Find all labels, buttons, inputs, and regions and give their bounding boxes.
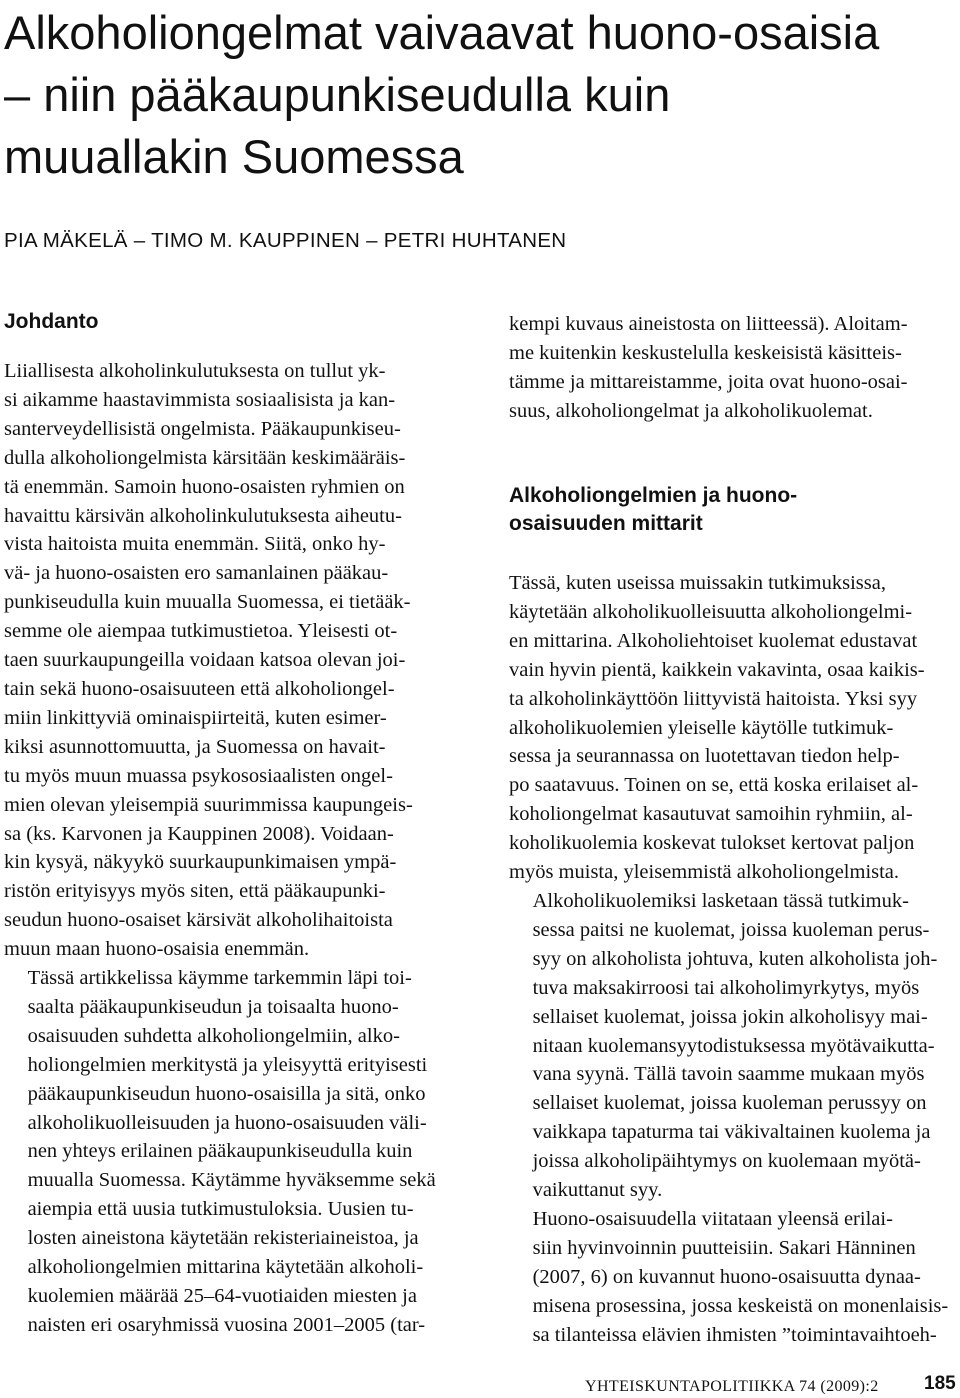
text-line: myös muista, yleisemmistä alkoholiongelmista.: [509, 861, 900, 884]
text-line: si aikamme haastavimmista sosiaalisista ja kan-: [4, 388, 396, 411]
title-line: muuallakin Suomessa: [4, 130, 464, 183]
text-line: tuva maksakirroosi tai alkoholimyrkytys, myös: [532, 976, 920, 999]
text-line: punkiseudulla kuin muualla Suomessa, ei tietääk-: [4, 591, 411, 614]
text-line: miin linkittyviä ominaispiirteitä, kuten esimer-: [4, 706, 387, 729]
text-line: pääkaupunkiseudun huono-osaisilla ja sitä, onko: [27, 1082, 426, 1105]
text-line: kin kysyä, näkyykö suurkaupunkimaisen ympä-: [4, 851, 397, 874]
text-line: Alkoholikuolemiksi lasketaan tässä tutkimuk-: [532, 889, 909, 912]
text-line: holiongelmien merkitystä ja yleisyyttä erityisesti: [27, 1053, 428, 1076]
section-heading-mittarit: [509, 482, 929, 538]
text-line: nen yhteys erilainen pääkaupunkiseudulla kuin: [27, 1140, 413, 1163]
paragraph: [509, 1205, 957, 1350]
left-column: [4, 357, 455, 1340]
text-line: kuolemien määrää 25–64-vuotiaiden miesten ja: [27, 1285, 417, 1307]
text-line: saalta pääkaupunkiseudun ja toisaalta huono-: [27, 995, 399, 1018]
text-line: kiksi asunnottomuutta, ja Suomessa on havait-: [4, 735, 386, 758]
text-line: naisten eri osaryhmissä vuosina 2001–2005 (tar-: [27, 1313, 426, 1336]
text-line: aiempia että uusia tutkimustuloksia. Uusien tu-: [27, 1198, 414, 1221]
text-line: syy on alkoholista johtuva, kuten alkoholista joh-: [532, 947, 938, 970]
text-line: vaikuttanut syy.: [532, 1179, 663, 1202]
text-line: joissa alkoholipäihtymys on kuolemaan myötä-: [532, 1150, 921, 1173]
text-line: tain sekä huono-osaisuuteen että alkoholiongel-: [4, 677, 395, 700]
text-line: koholiongelmat kasautuvat samoihin ryhmiin, al-: [509, 803, 913, 826]
text-line: losten aineistona käytetään rekisteriaineistoa, ja: [27, 1227, 419, 1250]
paragraph: [509, 310, 957, 426]
title-line: Alkoholiongelmat vaivaavat huono-osaisia: [4, 6, 880, 59]
text-line: nitaan kuolemansyytodistuksessa myötävaikutta-: [532, 1034, 935, 1057]
section-heading-johdanto: Johdanto: [4, 310, 99, 333]
text-line: me kuitenkin keskustelulla keskeisistä käsitteis-: [509, 341, 902, 364]
text-line: tämme ja mittareistamme, joita ovat huono-osai-: [509, 370, 908, 393]
text-line: mien olevan yleisempiä suurimmissa kaupungeis-: [4, 793, 413, 816]
text-line: alkoholikuolemien yleiselle käytölle tutkimuk-: [509, 716, 894, 739]
text-line: koholikuolemia koskevat tulokset kertovat paljon: [509, 832, 915, 855]
text-line: alkoholiongelmien mittarina käytetään alkoholi-: [27, 1256, 424, 1279]
text-line: havaittu kärsivän alkoholinkulutuksesta aiheutu-: [4, 504, 402, 527]
text-line: seudun huono-osaiset kärsivät alkoholihaitoista: [4, 909, 393, 932]
paragraph: [4, 357, 455, 964]
text-line: Liiallisesta alkoholinkulutuksesta on tullut yk-: [4, 360, 386, 382]
text-line: käytetään alkoholikuolleisuutta alkoholiongelmi-: [509, 600, 913, 623]
text-line: sellaiset kuolemat, joissa jokin alkoholisyy mai-: [532, 1005, 928, 1028]
text-line: sellaiset kuolemat, joissa kuoleman perussyy on: [532, 1092, 927, 1115]
text-line: osaisuuden suhdetta alkoholiongelmiin, alko-: [27, 1024, 400, 1047]
text-line: ta alkoholinkäyttöön liittyvistä haitoista. Yksi syy: [509, 687, 918, 710]
text-line: Tässä, kuten useissa muissakin tutkimuksissa,: [509, 572, 886, 594]
text-line: sa tilanteissa elävien ihmisten ”toimintavaihtoeh-: [532, 1323, 937, 1346]
text-line: misena prosessina, jossa keskeistä on monenlaisis-: [532, 1294, 949, 1317]
text-line: siin hyvinvoinnin puutteisiin. Sakari Hänninen: [532, 1236, 916, 1259]
text-line: semme ole aiempaa tutkimustietoa. Yleisesti ot-: [4, 620, 398, 643]
text-line: Huono-osaisuudella viitataan yleensä erilai-: [532, 1207, 893, 1230]
text-line: kempi kuvaus aineistosta on liitteessä). Aloitam-: [509, 313, 908, 335]
text-line: po saatavuus. Toinen on se, että koska erilaiset al-: [509, 774, 919, 797]
right-column-intro: [509, 310, 957, 426]
text-line: suus, alkoholiongelmat ja alkoholikuolemat.: [509, 399, 873, 422]
text-line: vain hyvin pientä, kaikkein vakavinta, osaa kaikis-: [509, 658, 925, 681]
text-line: tä enemmän. Samoin huono-osaisten ryhmien on: [4, 475, 405, 498]
heading-line: osaisuuden mittarit: [509, 512, 703, 535]
text-line: taen suurkaupungeilla voidaan katsoa olevan joi-: [4, 649, 406, 672]
article-authors: PIA MÄKELÄ – TIMO M. KAUPPINEN – PETRI HUHTANEN: [4, 229, 567, 252]
text-line: vä- ja huono-osaisten ero samanlainen pääkau-: [4, 562, 389, 585]
paragraph: [509, 569, 957, 887]
text-line: vana syynä. Tällä tavoin saamme mukaan myös: [532, 1063, 925, 1086]
text-line: tu myös muun muassa psykososiaalisten ongel-: [4, 764, 393, 787]
text-line: (2007, 6) on kuvannut huono-osaisuutta dynaa-: [532, 1265, 921, 1288]
paragraph: [509, 887, 957, 1205]
text-line: Tässä artikkelissa käymme tarkemmin läpi toi-: [27, 967, 412, 990]
page-number: 185: [924, 1373, 956, 1394]
text-line: muun maan huono-osaisia enemmän.: [4, 938, 310, 961]
text-line: vaikkapa tapaturma tai väkivaltainen kuolema ja: [532, 1121, 931, 1144]
journal-footer: YHTEISKUNTAPOLITIIKKA 74 (2009):2: [585, 1378, 879, 1395]
text-line: en mittarina. Alkoholiehtoiset kuolemat edustavat: [509, 629, 918, 652]
text-line: sessa paitsi ne kuolemat, joissa kuoleman perus-: [532, 918, 930, 941]
text-line: alkoholikuolleisuuden ja huono-osaisuuden väli-: [27, 1111, 427, 1134]
text-line: ristön erityisyys myös siten, että pääkaupunki-: [4, 880, 386, 903]
text-line: vista haitoista muita enemmän. Siitä, onko hy-: [4, 533, 386, 556]
text-line: sa (ks. Karvonen ja Kauppinen 2008). Voidaan-: [4, 822, 394, 845]
right-column-body: [509, 569, 957, 1349]
text-line: muualla Suomessa. Käytämme hyväksemme sekä: [27, 1169, 436, 1192]
article-title: [4, 2, 954, 188]
text-line: santerveydellisistä ongelmista. Pääkaupunkiseu-: [4, 417, 401, 440]
title-line: – niin pääkaupunkiseudulla kuin: [4, 68, 671, 121]
text-line: sessa ja seurannassa on luotettavan tiedon help-: [509, 745, 900, 768]
paragraph: [4, 964, 455, 1340]
heading-line: Alkoholiongelmien ja huono-: [509, 484, 798, 507]
text-line: dulla alkoholiongelmista kärsitään keskimääräis-: [4, 446, 406, 469]
